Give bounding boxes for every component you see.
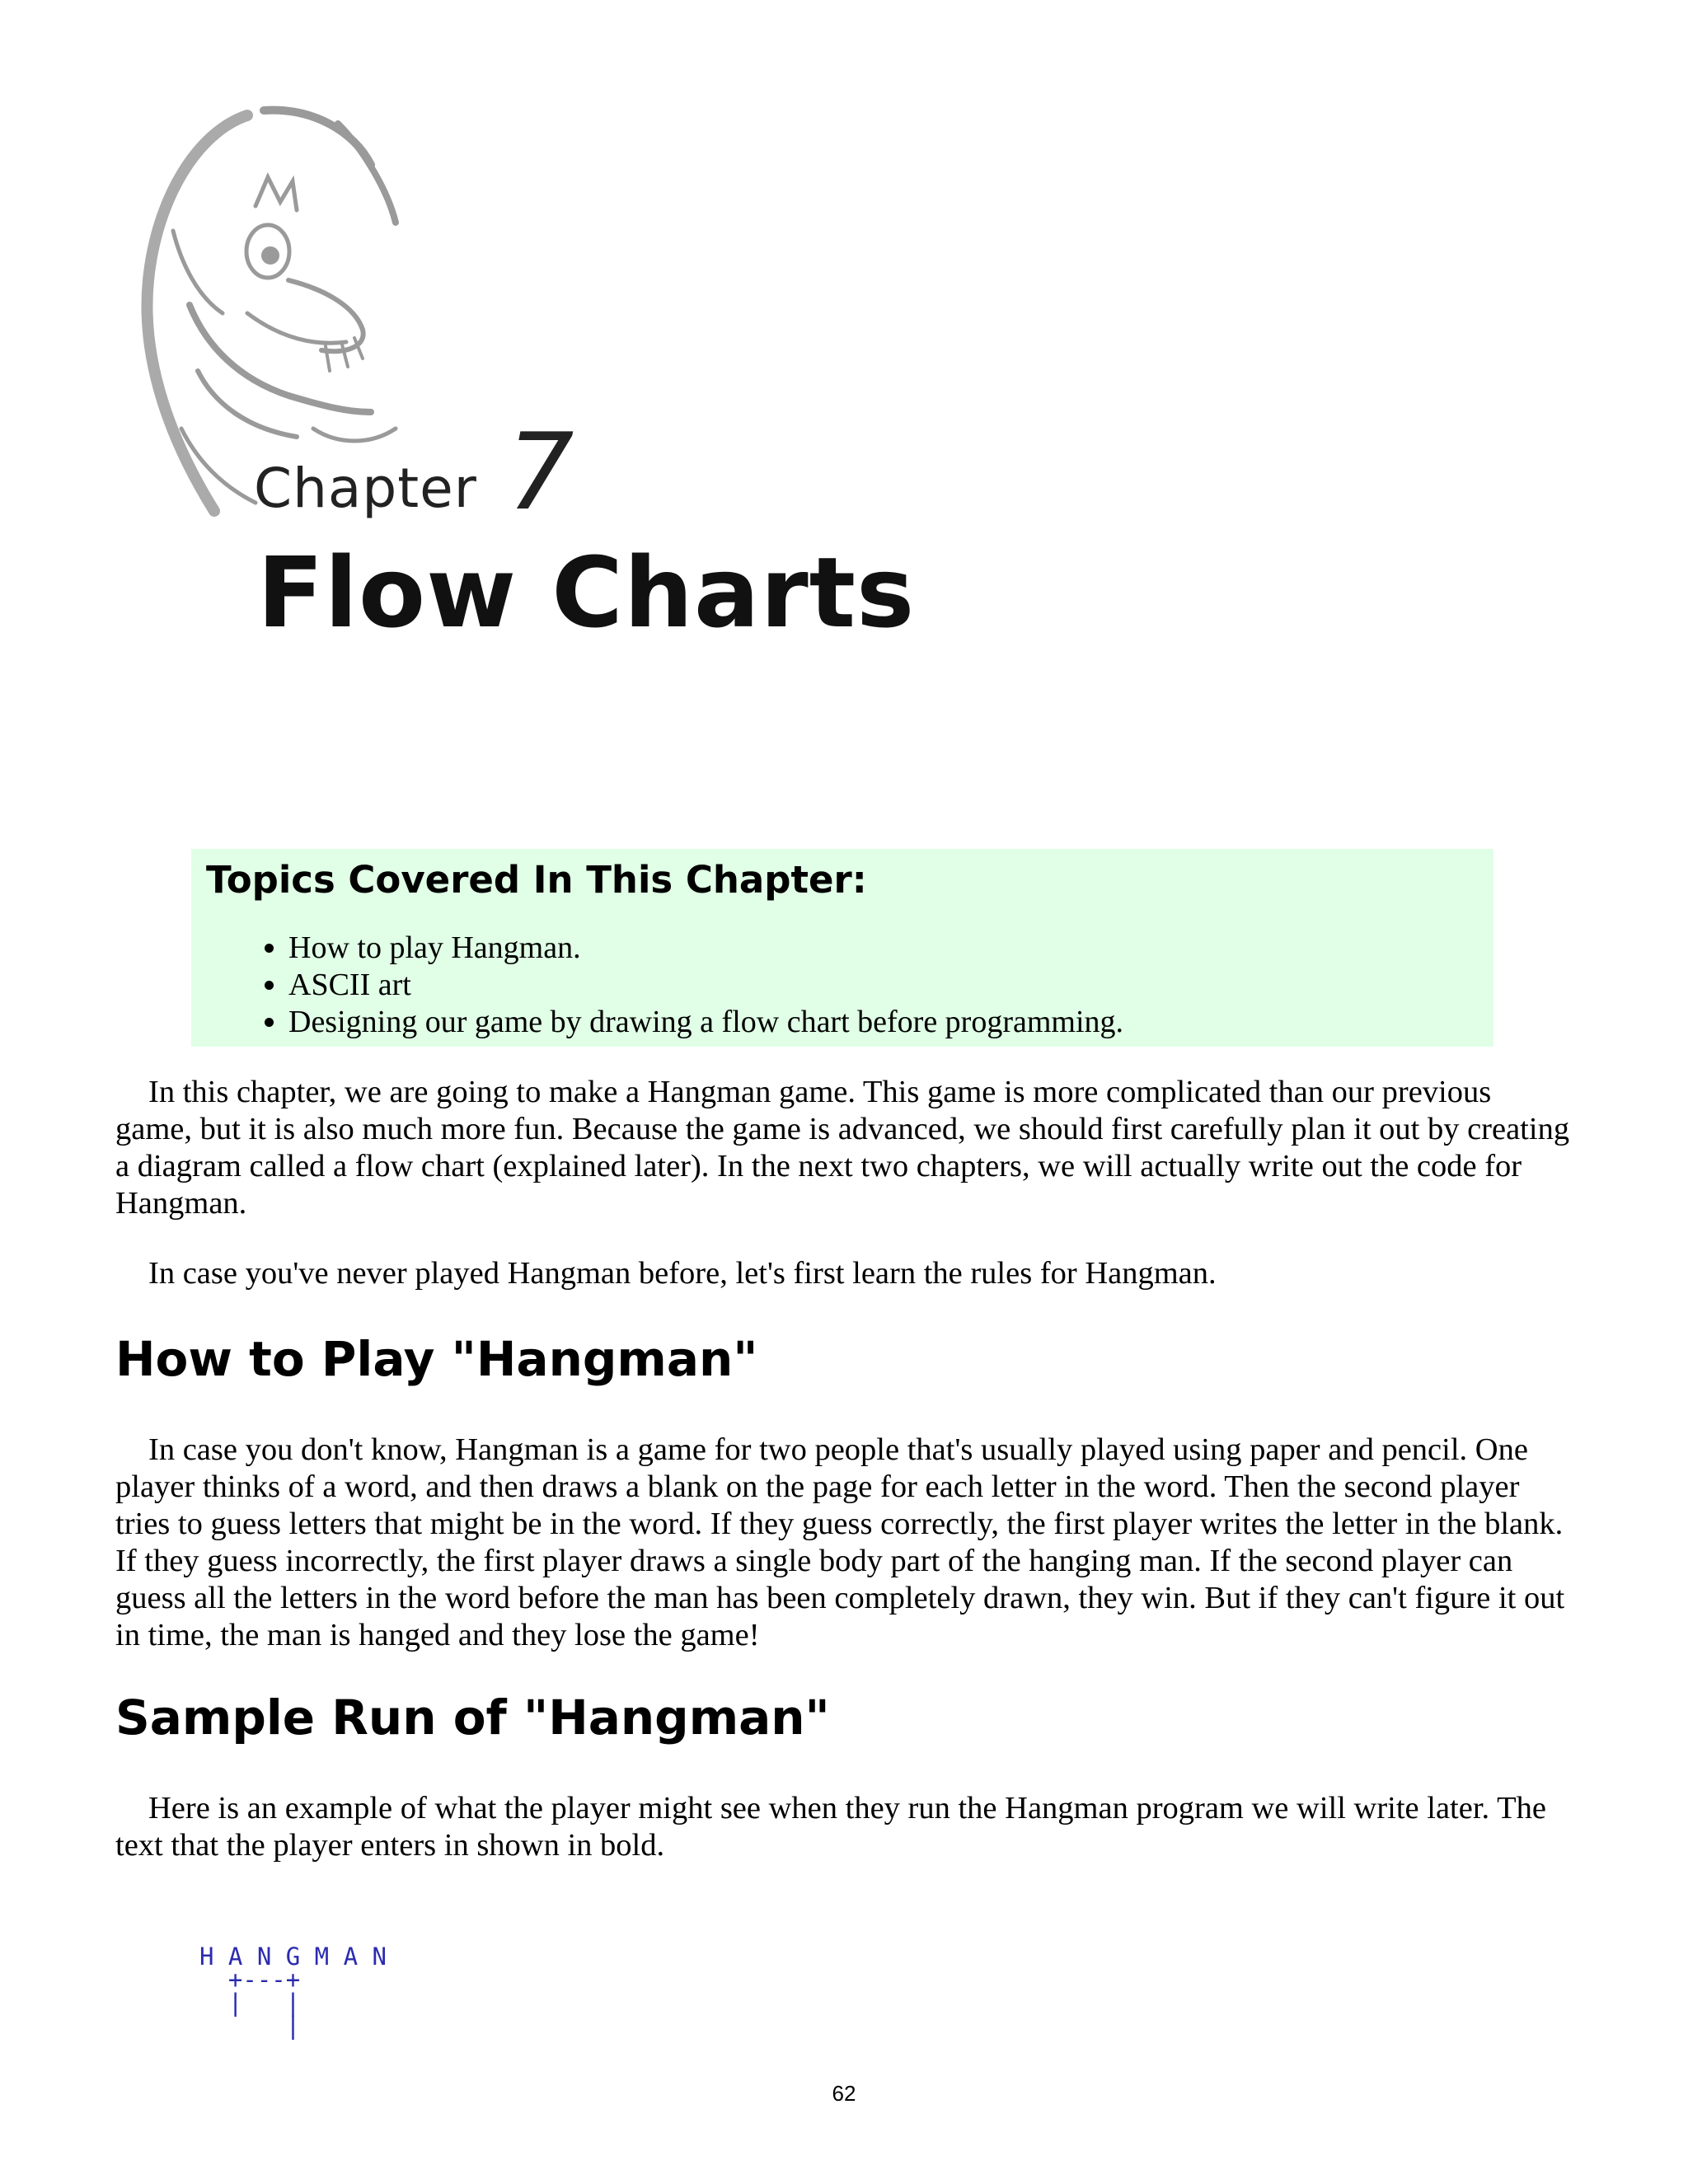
chapter-number: 7	[507, 411, 574, 534]
topic-item: • How to play Hangman.	[288, 930, 1493, 967]
intro-paragraph-1: In this chapter, we are going to make a Hangman game. This game is more complicated than our previous game, but it is also much more fun. Because the game is advanced, we should first carefully plan it out by creating a diagram called a flow chart (explained later). In the next two chapters, we will actually write out the code for Hangman.	[115, 1075, 1570, 1221]
intro-paragraph-2: In case you've never played Hangman before, let's first learn the rules for Hangman.	[148, 1256, 1217, 1291]
sample-run-heading: Sample Run of "Hangman"	[115, 1690, 830, 1746]
how-to-play-heading: How to Play "Hangman"	[115, 1331, 758, 1387]
code-ascii-art: +---+ | | |	[227, 1966, 301, 2040]
chapter-label: Chapter	[254, 457, 477, 520]
how-to-play-paragraph: In case you don't know, Hangman is a game for two people that's usually played using paper and pencil. One player thinks of a word, and then draws a blank on the page for each letter in the word. Then the second player tries to guess letters that might be in the word. If they guess correctly, the first player writes the letter in the blank. If they guess incorrectly, the first player draws a single body part of the hanging man. If the second player can guess all the letters in the word before the man has been completely drawn, they win. But if they can't figure it out in time, the man is hanged and they lose the game!	[115, 1432, 1565, 1652]
code-title: H A N G M A N	[199, 1943, 387, 1971]
topics-heading: Topics Covered In This Chapter:	[206, 858, 867, 902]
topic-item: • ASCII art	[288, 967, 1493, 1004]
sample-run-paragraph: Here is an example of what the player might see when they run the Hangman program we will write later. The text that the player enters in shown in bold.	[115, 1791, 1546, 1863]
page-number: 62	[832, 2081, 856, 2106]
topics-list	[206, 930, 1493, 1041]
topic-item: • Designing our game by drawing a flow chart before programming.	[288, 1004, 1493, 1041]
code-sample	[199, 1943, 387, 2040]
topics-box	[191, 849, 1493, 1047]
chapter-title: Flow Charts	[257, 536, 916, 649]
